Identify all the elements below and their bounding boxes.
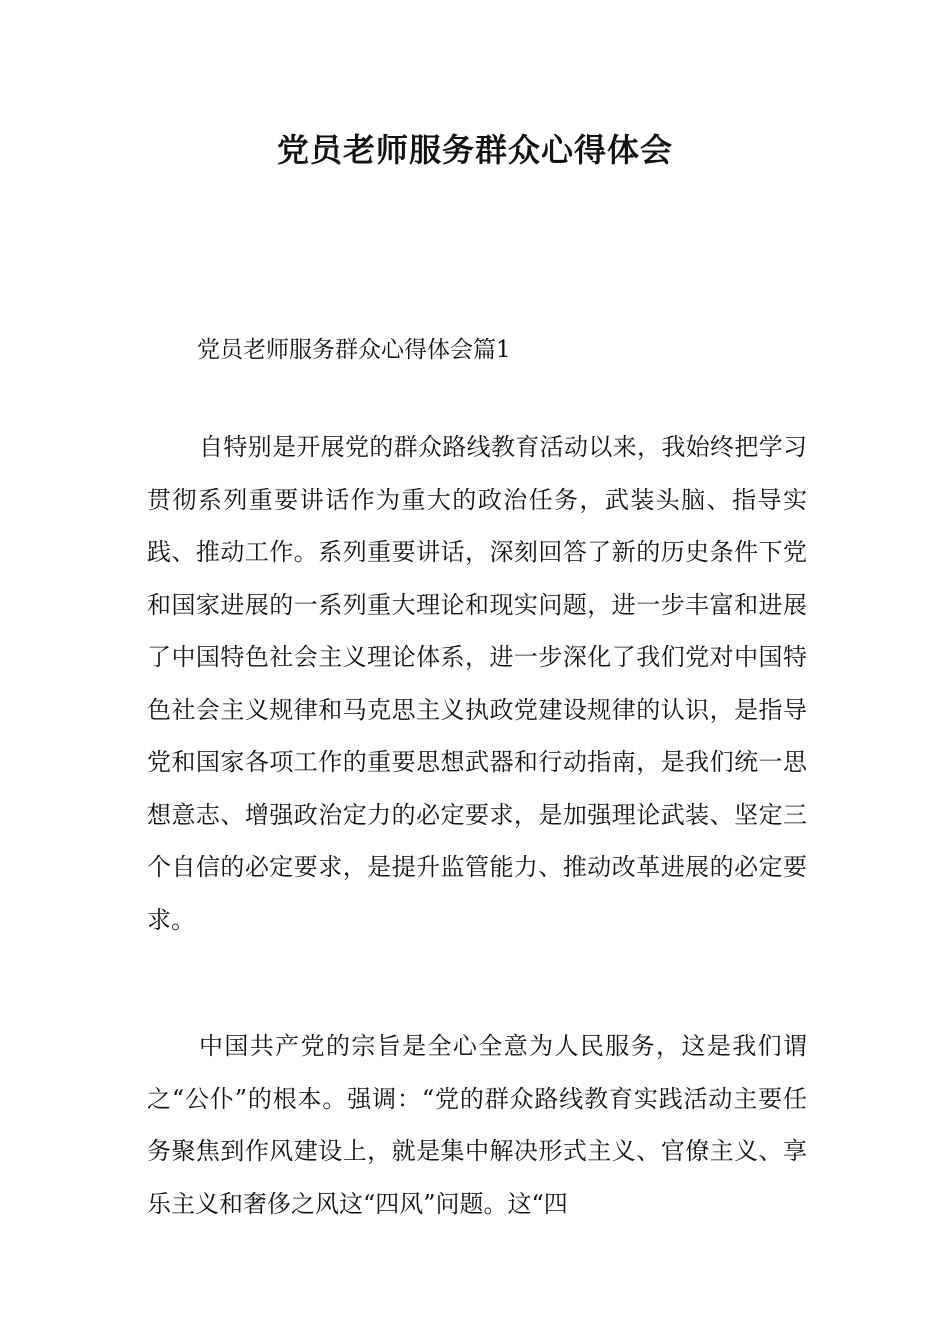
- document-title: 党员老师服务群众心得体会: [276, 131, 673, 169]
- body-paragraph-1: 自特别是开展党的群众路线教育活动以来，我始终把学习贯彻系列重要讲话作为重大的政治任务，武装头脑、指导实践、推动工作。系列重要讲话，深刻回答了新的历史条件下党和国家进展的一系列重大理论和现实问题，进一步丰富和进展了中国特色社会主义理论体系，进一步深化了我们党对中国特色社会主义规律和马克思主义执政党建设规律的认识，是指导党和国家各项工作的重要思想武器和行动指南，是我们统一思想意志、增强政治定力的必定要求，是加强理论武装、坚定三个自信的必定要求，是提升监管能力、推动改革进展的必定要求。: [147, 433, 807, 934]
- body-paragraph-2: 中国共产党的宗旨是全心全意为人民服务，这是我们谓之“公仆”的根本。强调：“党的群众路线教育实践活动主要任务聚焦到作风建设上，就是集中解决形式主义、官僚主义、享乐主义和奢侈之风这“四风”问题。这“四: [147, 1032, 807, 1218]
- section-heading: 党员老师服务群众心得体会篇1: [197, 337, 511, 363]
